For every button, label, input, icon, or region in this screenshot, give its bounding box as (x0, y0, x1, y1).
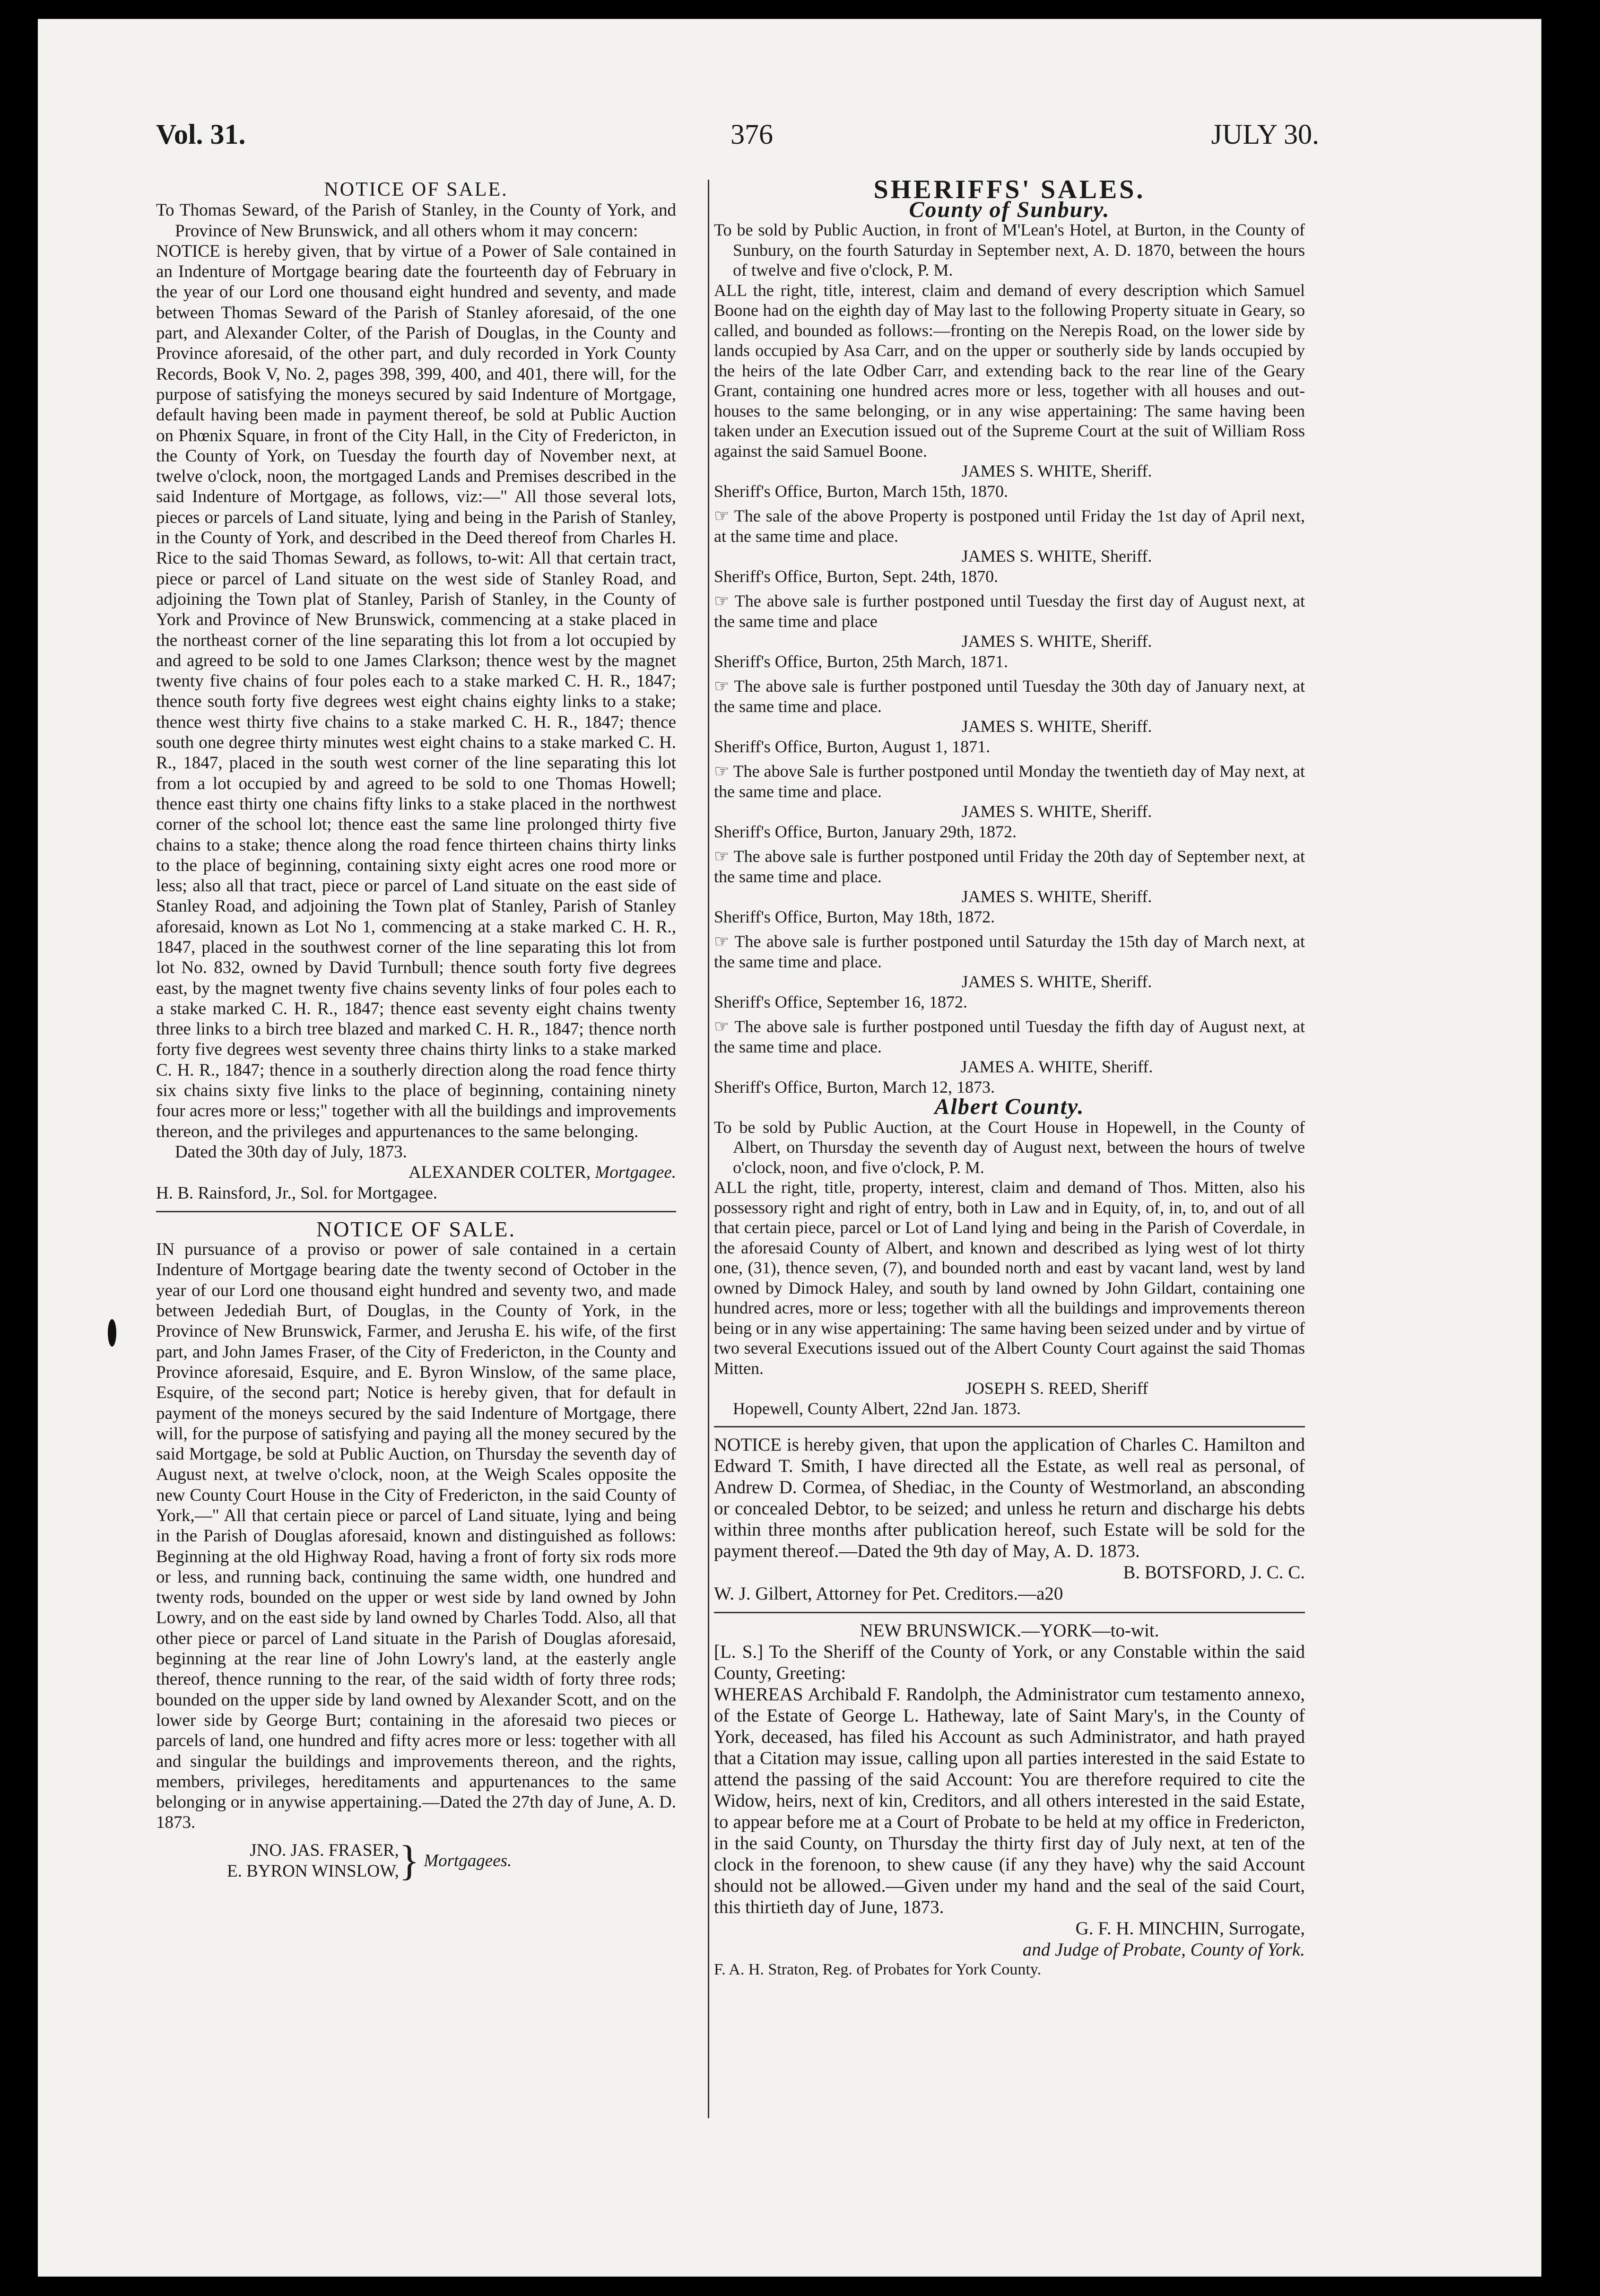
section-rule (714, 1426, 1305, 1427)
section-rule (714, 1612, 1305, 1613)
pointing-hand-icon: ☞ (714, 762, 733, 781)
sheriff-signature: JAMES S. WHITE, Sheriff. (961, 461, 1152, 480)
brace: } (399, 1837, 420, 1884)
notice-signature (156, 1162, 676, 1183)
sheriff-signature: JAMES S. WHITE, Sheriff. (961, 547, 1152, 565)
albert-heading: Albert County. (934, 1094, 1085, 1119)
seal-mark: [L. S.] (714, 1642, 764, 1662)
postponement-text: The above sale is further postponed until Tuesday the fifth day of August next, at the same time and place. (714, 1017, 1305, 1056)
attorney-line: W. J. Gilbert, Attorney for Pet. Creditors.—a20 (714, 1583, 1063, 1604)
registrar-line: F. A. H. Straton, Reg. of Probates for York County. (714, 1961, 1042, 1978)
postponement-text: The above sale is further postponed until Tuesday the first day of August next, at the same time and place (714, 591, 1305, 631)
sheriff-signature: JAMES S. WHITE, Sheriff. (961, 632, 1152, 651)
surrogate-signature: G. F. H. MINCHIN, Surrogate, (1075, 1918, 1305, 1939)
page-tab-top (1508, 80, 1541, 151)
signer-name-1: JNO. JAS. FRASER, (250, 1841, 399, 1861)
sheriff-office: Sheriff's Office, September 16, 1872. (714, 992, 968, 1011)
sunbury-intro: To be sold by Public Auction, in front of M'Lean's Hotel, at Burton, in the County of Sunbury, on the fourth Saturday in September next, A. D. 1870, between the hours of twelve and five o'clock, P. M. (714, 220, 1305, 279)
column-divider (708, 180, 709, 2118)
postponement (714, 676, 1305, 757)
pointing-hand-icon: ☞ (714, 677, 734, 696)
probate-heading: NEW BRUNSWICK.—YORK—to-wit. (860, 1620, 1159, 1641)
notice-dated: Dated the 30th day of July, 1873. (175, 1142, 407, 1162)
sunbury-body: ALL the right, title, interest, claim and demand of every description which Samuel Boone had on the eighth day of May last to the following Property situate in Geary, so called, and bounded as follows:—fronting on the Nerepis Road, on the lower side by lands occupied by Asa Carr, and on the upper or southerly side by lands occupied by the heirs of the late Odber Carr, and extending back to the rear line of the Geary Grant, containing one hundred acres more or less, together with all houses and out-houses to the same belonging, or in any wise appertaining: The same having been taken under an Execution issued out of the Supreme Court at the suit of William Ross against the said Samuel Boone. (714, 280, 1305, 461)
signer-role: Mortgagee. (595, 1163, 676, 1183)
postponement (714, 1017, 1305, 1097)
pointing-hand-icon: ☞ (714, 932, 735, 951)
postponement-text: The above sale is further postponed until Saturday the 15th day of March next, at the same time and place. (714, 932, 1305, 971)
sheriff-office: Sheriff's Office, Burton, August 1, 1871. (714, 737, 991, 756)
page-number: 376 (730, 119, 773, 150)
notice-title: NOTICE OF SALE. (324, 179, 508, 200)
postponement (714, 761, 1305, 842)
probate-body: WHEREAS Archibald F. Randolph, the Administrator cum testamento annexo, of the Estate of George L. Hatheway, late of Saint Mary's, in the County of York, deceased, has filed his Account as such Administrator, and hath prayed that a Citation may issue, calling upon all parties interested in the said Estate to attend the passing of the said Account: You are therefore required to cite the Widow, heirs, next of kin, Creditors, and all others interested in the said Estate, to appear before me at a Court of Probate to be held at my office in Fredericton, in the said County, on Thursday the thirty first day of July next, at ten of the clock in the forenoon, to shew cause (if any they have) why the said Account should not be allowed.—Given under my hand and the seal of the said Court, this thirtieth day of June, 1873. (714, 1684, 1305, 1917)
postponement-text: The above Sale is further postponed until Monday the twentieth day of May next, at the same time and place. (714, 762, 1305, 801)
postponement-text: The above sale is further postponed until Tuesday the 30th day of January next, at the same time and place. (714, 677, 1305, 716)
albert-body: ALL the right, title, property, interest, claim and demand of Thos. Mitten, also his possessory right and right of entry, both in Law and in Equity, of, in, to, and out of all that certain piece, parcel or Lot of Land lying and being in the Parish of Coverdale, in the aforesaid County of Albert, and known and described as lying west of lot thirty one, (31), thence seven, (7), and bounded north and east by vacant land, west by land owned by Dimock Haley, and south by land owned by John Gildart, containing one hundred acres, more or less; together with all the buildings and improvements thereon being or in any wise appertaining: The same having been seized under and by virtue of two several Executions issued out of the Albert County Court against the said Thomas Mitten. (714, 1178, 1305, 1378)
sunbury-heading: County of Sunbury. (909, 197, 1110, 222)
postponement-text: The sale of the above Property is postponed until Friday the 1st day of April next, at the same time and place. (714, 506, 1305, 546)
notice-of-sale-burt (156, 1219, 676, 1882)
sheriff-office: Sheriff's Office, Burton, March 15th, 1870. (714, 481, 1009, 501)
right-column (714, 175, 1305, 1979)
pointing-hand-icon: ☞ (714, 1017, 735, 1036)
sheriff-office: Hopewell, County Albert, 22nd Jan. 1873. (733, 1399, 1021, 1418)
signer-name-2: E. BYRON WINSLOW, (227, 1861, 399, 1881)
sheriff-signature: JAMES S. WHITE, Sheriff. (961, 717, 1152, 736)
page-tab-bottom (1508, 2118, 1541, 2208)
signer-name: ALEXANDER COLTER, (409, 1163, 591, 1183)
pointing-hand-icon: ☞ (714, 847, 734, 866)
notice-solicitor: H. B. Rainsford, Jr., Sol. for Mortgagee. (156, 1183, 438, 1203)
sheriff-signature: JAMES S. WHITE, Sheriff. (961, 972, 1152, 991)
left-column (156, 180, 676, 1882)
notice-body: NOTICE is hereby given, that by virtue of a Power of Sale contained in an Indenture of Mortgage bearing date the fourteenth day of February in the year of our Lord one thousand eight hundred and seventy, and made between Thomas Seward of the Parish of Stanley aforesaid, of the one part, and Alexander Colter, of the Parish of Douglas, in the County and Province aforesaid, of the other part, and duly recorded in York County Records, Book V, No. 2, pages 398, 399, 400, and 401, there will, for the purpose of satisfying the moneys secured by said Indenture of Mortgage, default having been made in payment thereof, be sold at Public Auction on Phœnix Square, in front of the City Hall, in the City of Fredericton, in the County of York, on Tuesday the fourth day of November next, at twelve o'clock, noon, the mortgaged Lands and Premises described in the said Indenture of Mortgage, as follows, viz:—" All those several lots, pieces or parcels of Land situate, lying and being in the Parish of Stanley, in the County of York, and described in the Deed thereof from Charles H. Rice to the said Thomas Seward, as follows, to-wit: All that certain tract, piece or parcel of Land situate on the west side of Stanley Road, and adjoining the Town plat of Stanley, Parish of Stanley, in the County of York and Province of New Brunswick, commencing at a stake placed in the northeast corner of the line separating this lot from a lot occupied by and agreed to be sold to one James Clarkson; thence west by the magnet twenty five chains of four poles each to a stake marked C. H. R., 1847; thence south forty five degrees west eight chains eighty links to a stake; thence west thirty five chains to a stake marked C. H. R., 1847; thence south one degree thirty minutes west eight chains to a stake marked C. H. R., 1847, placed in the south west corner of the line separating this lot from a lot occupied by and agreed to be sold to one Thomas Howell; thence east thirty one chains fifty links to a stake placed in the northwest corner of the school lot; thence east the same line prolonged thirty five chains to a stake; thence along the road fence thirteen chains thirty links to the place of beginning, containing sixty eight acres one rood more or less; also all that tract, piece or parcel of Land situate on the east side of Stanley Road, and adjoining the Town plat of Stanley, Parish of Stanley aforesaid, known as Lot No 1, commencing at a stake marked C. H. R., 1847, placed in the southwest corner of the line separating this lot from lot No. 832, owned by David Turnbull; thence south forty five degrees east, by the magnet twenty five chains seventy links of four poles each to a stake marked C. H. R., 1847; thence east seventy eight chains twenty three links to a birch tree blazed and marked C. H. R., 1847; thence north forty five degrees west seventy three chains thirty links to a stake marked C. H. R., 1847; thence in a southerly direction along the road fence thirty six chains sixty five links to the place of beginning, containing ninety four acres more or less;" together with all the buildings and improvements thereon, and the privileges and appurtenances to the same belonging. (156, 241, 676, 1141)
sheriff-office: Sheriff's Office, Burton, March 12, 1873. (714, 1077, 995, 1096)
probate-address: To the Sheriff of the County of York, or any Constable within the said County, Greeting: (714, 1642, 1305, 1683)
section-rule (156, 1211, 676, 1212)
sheriff-office: Sheriff's Office, Burton, January 29th, 1872. (714, 822, 1017, 841)
postponement (714, 506, 1305, 586)
notice-address: To Thomas Seward, of the Parish of Stanley, in the County of York, and Province of New Brunswick, and all others whom it may concern: (156, 200, 676, 241)
sheriff-office: Sheriff's Office, Burton, May 18th, 1872. (714, 907, 995, 926)
issue-date: JULY 30. (1211, 119, 1319, 150)
sheriff-signature: JAMES A. WHITE, Sheriff. (960, 1057, 1153, 1076)
sheriff-signature: JAMES S. WHITE, Sheriff. (961, 887, 1152, 906)
sheriff-office: Sheriff's Office, Burton, 25th March, 1871. (714, 652, 1009, 671)
notice-body: NOTICE is hereby given, that upon the application of Charles C. Hamilton and Edward T. Smith, I have directed all the Estate, as well real as personal, of Andrew D. Cormea, of Shediac, in the County of Westmorland, an absconding or concealed Debtor, to be seized; and unless he return and discharge his debts within three months after publication hereof, such Estate will be sold for the payment thereof.—Dated the 9th day of May, A. D. 1873. (714, 1435, 1305, 1561)
absconding-debtor-notice (714, 1434, 1305, 1604)
postponement (714, 931, 1305, 1012)
notice-body: IN pursuance of a proviso or power of sale contained in a certain Indenture of Mortgage bearing date the twenty second of October in the year of our Lord one thousand eight hundred and seventy two, and made between Jedediah Burt, of Douglas, in the County of York, in the Province of New Brunswick, Farmer, and Jerusha E. his wife, of the first part, and John James Fraser, of the City of Fredericton, in the County and Province aforesaid, Esquire, and E. Byron Winslow, of the same place, Esquire, of the second part; Notice is hereby given, that for default in payment of the moneys secured by the said Indenture of Mortgage, there will, for the purpose of satisfying and paying all the money secured by the said Mortgage, be sold at Public Auction, on Thursday the seventh day of August next, at twelve o'clock, noon, at the Weigh Scales opposite the new County Court House in the City of Fredericton, in the said County of York,—" All that certain piece or parcel of Land situate, lying and being in the Parish of Douglas aforesaid, known and distinguished as follows: Beginning at the old Highway Road, having a front of forty six rods more or less, and running back, continuing the same width, one hundred and twenty rods, bounded on the upper or west side by land owned by John Lowry, and on the east side by land owned by Charles Todd. Also, all that other piece or parcel of Land situate in the Parish of Douglas aforesaid, beginning at the rear line of John Lowry's land, at the easterly angle thereof, thence running to the rear, of the said width of forty three rods; bounded on the upper side by land owned by Alexander Scott, and on the lower side by George Burt; containing in the aforesaid two pieces or parcels of land, one hundred and fifty acres more or less: together with all and singular the buildings and improvements thereon, and the rights, members, privileges, hereditaments and appurtenances to the same belonging or in anywise appertaining.—Dated the 27th day of June, A. D. 1873. (156, 1240, 676, 1833)
pointing-hand-icon: ☞ (714, 591, 735, 610)
sheriff-signature: JOSEPH S. REED, Sheriff (965, 1379, 1148, 1398)
albert-intro: To be sold by Public Auction, at the Court House in Hopewell, in the County of Albert, on Thursday the seventh day of August next, between the hours of twelve o'clock, noon, and five o'clock, P. M. (714, 1117, 1305, 1177)
mortgagees-signature (156, 1837, 676, 1884)
surrogate-title: and Judge of Probate, County of York. (1022, 1939, 1305, 1960)
notice-of-sale-seward (156, 180, 676, 1203)
judge-signature: B. BOTSFORD, J. C. C. (1123, 1562, 1305, 1583)
postponement (714, 846, 1305, 927)
pointing-hand-icon: ☞ (714, 506, 734, 525)
postponement (714, 591, 1305, 671)
signer-role: Mortgagees. (424, 1851, 512, 1871)
sheriffs-sales-title: SHERIFFS' SALES. (873, 175, 1146, 204)
ink-blot (108, 1319, 116, 1347)
probate-citation (714, 1620, 1305, 1979)
page-header (156, 118, 1319, 161)
sheriff-signature: JAMES S. WHITE, Sheriff. (961, 802, 1152, 821)
volume-label: Vol. 31. (156, 119, 246, 150)
postponement-text: The above sale is further postponed until Friday the 20th day of September next, at the same time and place. (714, 847, 1305, 886)
notice-title: NOTICE OF SALE. (316, 1217, 516, 1241)
sheriff-office: Sheriff's Office, Burton, Sept. 24th, 1870. (714, 566, 999, 586)
